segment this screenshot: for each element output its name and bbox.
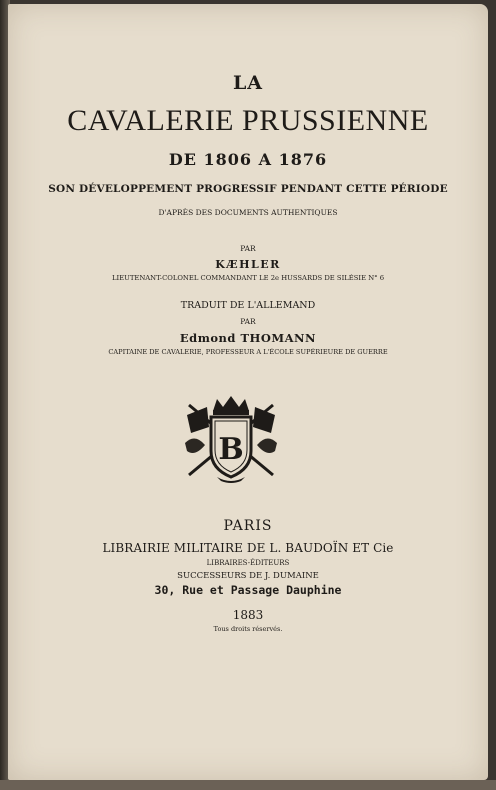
author-title: LIEUTENANT-COLONEL COMMANDANT LE 2e HUSSARDS DE SILÉSIE N° 6 — [111, 274, 385, 282]
subtitle: SON DÉVELOPPEMENT PROGRESSIF PENDANT CETTE PÉRIODE — [48, 183, 448, 195]
publisher-successors: SUCCESSEURS DE J. DUMAINE — [177, 571, 319, 581]
translator-by-label: PAR — [240, 317, 256, 326]
translation-label: TRADUIT DE L'ALLEMAND — [180, 300, 316, 311]
publisher-role: LIBRAIRES-ÉDITEURS — [206, 559, 290, 567]
sources-note: D'APRÈS DES DOCUMENTS AUTHENTIQUES — [158, 208, 338, 217]
translator-title: CAPITAINE DE CAVALERIE, PROFESSEUR A L'ÉCOLE SUPÉRIEURE DE GUERRE — [108, 348, 388, 356]
main-title: CAVALERIE PRUSSIENNE — [67, 104, 429, 137]
publisher-address: 30, Rue et Passage Dauphine — [154, 583, 342, 597]
translator-name: Edmond THOMANN — [179, 331, 317, 345]
by-label: PAR — [240, 244, 256, 253]
publisher-name: LIBRAIRIE MILITAIRE DE L. BAUDOÏN ET Cie — [102, 541, 394, 555]
publisher-emblem-icon — [183, 393, 279, 485]
book-edge — [0, 780, 496, 790]
emblem-monogram: B — [218, 432, 244, 467]
publication-year: 1883 — [232, 608, 264, 622]
imprint-city: PARIS — [223, 518, 273, 534]
title-article: LA — [232, 72, 264, 94]
author-name: KÆHLER — [215, 258, 281, 271]
rights-notice: Tous droits réservés. — [213, 625, 283, 633]
title-dates: DE 1806 A 1876 — [168, 150, 328, 169]
